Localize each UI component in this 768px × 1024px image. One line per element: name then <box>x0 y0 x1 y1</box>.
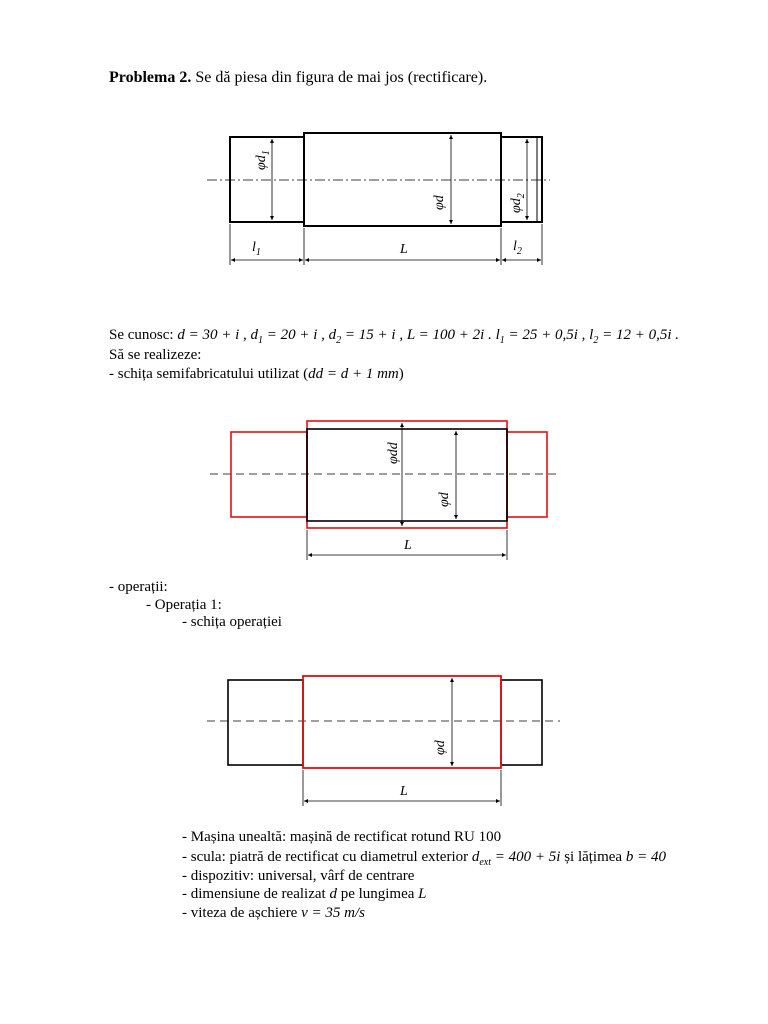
op-step-2 <box>501 680 542 765</box>
label-L: L <box>404 538 412 553</box>
shaft-step-1 <box>230 137 304 222</box>
problem-statement: Se dă piesa din figura de mai jos (rectificare). <box>195 69 488 86</box>
label-l1: $l_1$ <box>252 240 261 258</box>
tasks-heading: Să se realizeze: <box>109 347 202 363</box>
known-l2: $l_2 = 12 + 0,5i$ . <box>589 327 680 346</box>
label-L: L <box>400 242 408 257</box>
figure-blank <box>0 410 768 560</box>
figure-shaft <box>0 120 768 270</box>
blank-main <box>307 421 507 528</box>
blank-step-1 <box>231 432 307 517</box>
label-d: φd <box>437 492 452 507</box>
detail-dimension: - dimensiune de realizat d pe lungimea L <box>182 886 427 902</box>
label-d1: $\varphi d_1$ <box>254 150 272 170</box>
finished-main <box>307 429 507 521</box>
blank-step-2 <box>507 432 547 517</box>
known-d: d = 30 + i , <box>177 327 247 343</box>
known-prefix: Se cunosc: <box>109 327 174 343</box>
label-dd: φdd <box>386 442 401 464</box>
detail-speed: - viteza de așchiere v = 35 m/s <box>182 905 365 921</box>
known-d2: $d_2 = 15 + i$ , <box>328 327 404 346</box>
label-L: L <box>400 784 408 799</box>
shaft-main <box>304 133 501 226</box>
ops-heading: - operații: <box>109 579 168 595</box>
op-main-machined <box>303 676 501 768</box>
known-l1: $l_1 = 25 + 0,5i$ , <box>495 327 586 346</box>
label-d2: $\varphi d_2$ <box>509 193 527 213</box>
known-d1: $d_1 = 20 + i$ , <box>250 327 325 346</box>
problem-title <box>109 69 487 86</box>
op1-heading: - Operația 1: <box>146 597 222 613</box>
detail-device: - dispozitiv: universal, vârf de centrare <box>182 868 415 884</box>
op-step-1 <box>228 680 303 765</box>
known-values <box>109 327 679 349</box>
known-L: L = 100 + 2i . <box>406 327 492 343</box>
detail-machine: - Mașina unealtă: mașină de rectificat rotund RU 100 <box>182 829 502 845</box>
detail-tool: - scula: piatră de rectificat cu diametrul exterior $d_{ext} = 400 + 5i$ și lățimea b = 40 <box>182 849 666 868</box>
op1-sketch-label: - schița operației <box>182 614 282 630</box>
label-d: φd <box>432 195 447 210</box>
problem-number: Problema 2. <box>109 69 192 86</box>
figure-operation <box>0 670 768 810</box>
label-l2: $l_2$ <box>513 239 522 257</box>
label-d: φd <box>433 740 448 755</box>
task-blank-sketch: - schița semifabricatului utilizat (dd = d + 1 mm) <box>109 366 404 382</box>
